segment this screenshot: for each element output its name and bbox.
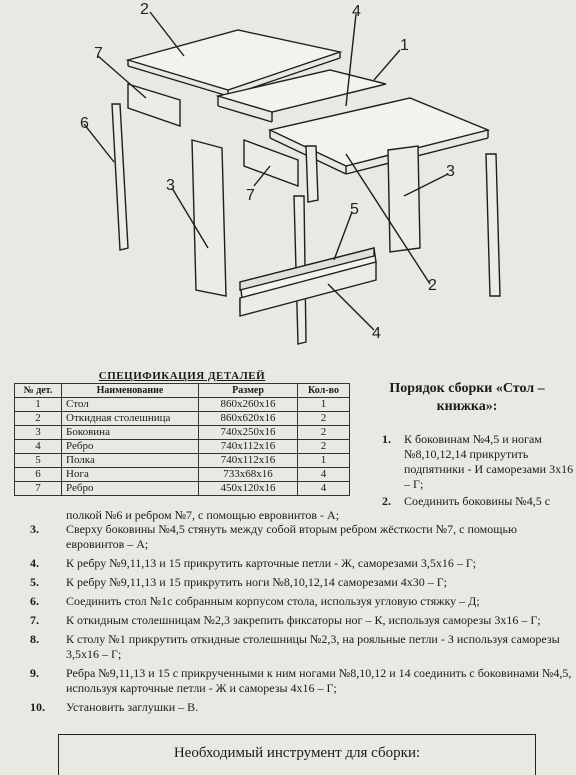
cell-qty: 1 — [298, 454, 350, 468]
cell-qty: 2 — [298, 440, 350, 454]
step-text: К ребру №9,11,13 и 15 прикрутить карточные петли - Ж, саморезами 3,5х16 – Г; — [66, 556, 477, 570]
step-number: 9. — [30, 666, 39, 680]
cell-size: 740х112х16 — [199, 440, 298, 454]
tools-box — [58, 734, 536, 775]
spec-title: СПЕЦИФИКАЦИЯ ДЕТАЛЕЙ — [98, 370, 266, 382]
step-text: К откидным столешницам №2,3 закрепить фиксаторы ног – К, используя саморезы 3х16 – Г; — [66, 613, 541, 627]
step-number: 3. — [30, 522, 39, 536]
cell-part-no: 2 — [15, 412, 62, 426]
step-2-continuation: полкой №6 и ребром №7, с помощью евровинтов - А; — [66, 508, 340, 522]
cell-qty: 4 — [298, 482, 350, 496]
step-text: К ребру №9,11,13 и 15 прикрутить ноги №8,10,12,14 саморезами 4х30 – Г; — [66, 575, 448, 589]
callout-4-top: 4 — [352, 3, 361, 20]
callout-3-right: 3 — [446, 163, 455, 180]
part-leg-right — [486, 154, 500, 296]
cell-size: 860х260х16 — [199, 398, 298, 412]
step-text: К столу №1 прикрутить откидные столешницы №2,3, на рояльные петли - З используя саморезы 3,5х16 – Г; — [66, 632, 560, 661]
header-part-no: № дет. — [15, 384, 62, 398]
table-row — [15, 412, 350, 426]
cell-size: 860х620х16 — [199, 412, 298, 426]
cell-size: 450х120х16 — [199, 482, 298, 496]
callout-7-lower: 7 — [246, 187, 255, 204]
step-number: 8. — [30, 632, 39, 646]
step-number: 2. — [382, 494, 391, 508]
step-number: 7. — [30, 613, 39, 627]
callout-6: 6 — [80, 115, 89, 132]
cell-part-no: 1 — [15, 398, 62, 412]
cell-qty: 2 — [298, 412, 350, 426]
cell-size: 740х112х16 — [199, 454, 298, 468]
step-number: 10. — [30, 700, 45, 714]
table-row — [15, 426, 350, 440]
step-text: Сверху боковины №4,5 стянуть между собой вторым ребром жёсткости №7, с помощью евровинтов – А; — [66, 522, 517, 551]
cell-part-no: 5 — [15, 454, 62, 468]
list-item — [30, 522, 576, 552]
table-row — [15, 468, 350, 482]
table-row — [15, 440, 350, 454]
assembly-steps-right — [382, 432, 576, 511]
spec-table-block — [14, 370, 350, 496]
list-item — [30, 632, 576, 662]
list-item — [382, 432, 576, 492]
cell-qty: 4 — [298, 468, 350, 482]
list-item — [30, 594, 576, 609]
step-number: 1. — [382, 432, 391, 446]
callout-2-lower: 2 — [428, 277, 437, 294]
cell-part-no: 7 — [15, 482, 62, 496]
list-item — [382, 494, 576, 509]
cell-part-no: 4 — [15, 440, 62, 454]
callout-4-lower: 4 — [372, 325, 381, 342]
spec-header-row — [15, 384, 350, 398]
table-row — [15, 454, 350, 468]
callout-3-left: 3 — [166, 177, 175, 194]
step-text: Соединить стол №1с собранным корпусом стола, используя угловую стяжку – Д; — [66, 594, 480, 608]
cell-name: Стол — [62, 398, 199, 412]
table-row — [15, 482, 350, 496]
assembly-steps — [30, 522, 576, 719]
step-number: 6. — [30, 594, 39, 608]
callout-7-upper: 7 — [94, 45, 103, 62]
list-item — [30, 700, 576, 715]
list-item — [30, 613, 576, 628]
exploded-assembly-diagram — [0, 0, 576, 352]
header-qty: Кол-во — [298, 384, 350, 398]
step-text: Соединить боковины №4,5 с — [404, 494, 551, 508]
header-name: Наименование — [62, 384, 199, 398]
cell-qty: 1 — [298, 398, 350, 412]
cell-name: Ребро — [62, 482, 199, 496]
cell-name: Полка — [62, 454, 199, 468]
list-item — [30, 666, 576, 696]
cell-name: Боковина — [62, 426, 199, 440]
step-text: Ребра №9,11,13 и 15 с прикрученными к ним ногами №8,10,12 и 14 соединить с боковинами №4,5, используя карточные петли - Ж и саморезы 4х16 – Г; — [66, 666, 572, 695]
cell-size: 733х68х16 — [199, 468, 298, 482]
callout-2-top: 2 — [140, 1, 149, 18]
callout-5: 5 — [350, 201, 359, 218]
part-leg-6-left — [112, 104, 128, 250]
part-side-3-left — [192, 140, 226, 296]
cell-part-no: 6 — [15, 468, 62, 482]
step-text: Установить заглушки – В. — [66, 700, 199, 714]
callout-1: 1 — [400, 37, 409, 54]
tools-title: Необходимый инструмент для сборки: — [173, 745, 421, 761]
step-number: 5. — [30, 575, 39, 589]
part-rib-7-upper — [128, 84, 180, 126]
part-leg-under-table — [306, 146, 318, 202]
cell-part-no: 3 — [15, 426, 62, 440]
part-table-1 — [270, 98, 488, 166]
table-row — [15, 398, 350, 412]
spec-table — [14, 383, 350, 496]
diagram-svg — [0, 0, 576, 352]
list-item — [30, 575, 576, 590]
assembly-order-title: Порядок сборки «Стол – книжка»: — [389, 381, 545, 414]
cell-name: Нога — [62, 468, 199, 482]
cell-qty: 2 — [298, 426, 350, 440]
part-side-3-right — [388, 146, 420, 252]
cell-size: 740х250х16 — [199, 426, 298, 440]
header-size: Размер — [199, 384, 298, 398]
cell-name: Ребро — [62, 440, 199, 454]
list-item — [30, 556, 576, 571]
step-number: 4. — [30, 556, 39, 570]
cell-name: Откидная столешница — [62, 412, 199, 426]
step-text: К боковинам №4,5 и ногам №8,10,12,14 прикрутить подпятники - И саморезами 3х16 – Г; — [404, 432, 574, 491]
